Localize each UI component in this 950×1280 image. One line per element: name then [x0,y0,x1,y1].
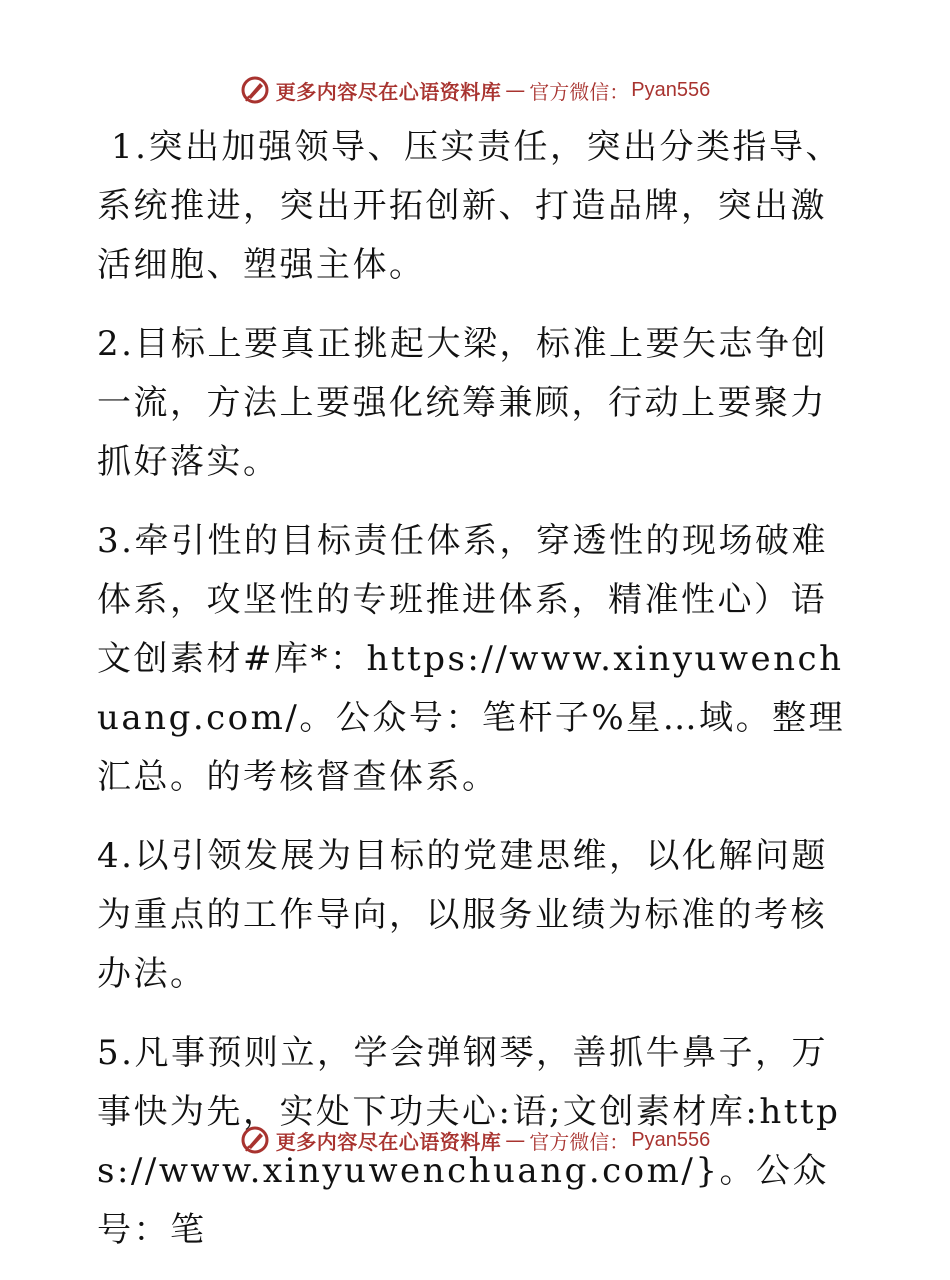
watermark-wechat-id: Pyan556 [631,78,711,101]
quill-logo-icon [240,75,270,105]
paragraph-3: 3.牵引性的目标责任体系，穿透性的现场破难体系，攻坚性的专班推进体系，精准性心）语文创素材#库*：https://www.xinyuwenchuang.com/。公众号：笔杆子%星…域。整理汇总。的考核督查体系。 [97,521,846,797]
watermark-separator: — [505,78,526,102]
watermark-wechat-id: Pyan556 [631,1128,711,1151]
paragraph-2: 2.目标上要真正挑起大梁，标准上要矢志争创一流，方法上要强化统筹兼顾，行动上要聚力抓好落实。 [97,324,828,482]
watermark-separator: — [505,1128,526,1152]
paragraph-5: 5.凡事预则立，学会弹钢琴，善抓牛鼻子，万事快为先，实处下功夫心:语;文创素材库:https://www.xinyuwenchuang.com/}。公众号：笔 [97,1033,841,1250]
watermark-label: 官方微信： [529,79,630,104]
footer-watermark [0,1120,950,1160]
watermark-label: 官方微信： [529,1129,630,1154]
header-watermark [0,70,950,110]
document-body [97,118,857,1280]
watermark-main-text: 更多内容尽在心语资料库 [275,79,502,104]
paragraph-1: 1.突出加强领导、压实责任，突出分类指导、系统推进，突出开拓创新、打造品牌，突出激活细胞、塑强主体。 [97,127,842,285]
paragraph-4: 4.以引领发展为目标的党建思维，以化解问题为重点的工作导向，以服务业绩为标准的考核办法。 [97,836,828,994]
quill-logo-icon [240,1125,270,1155]
watermark-main-text: 更多内容尽在心语资料库 [275,1129,502,1154]
